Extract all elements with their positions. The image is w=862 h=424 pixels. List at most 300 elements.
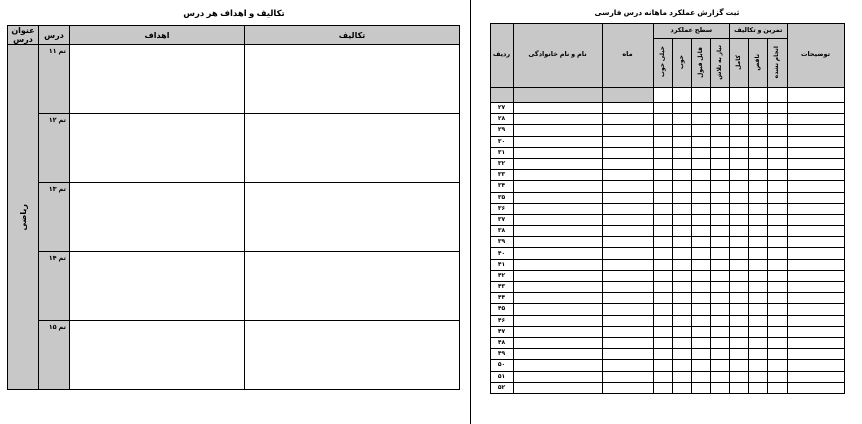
tamrin-anjam-nashode-cell[interactable] <box>768 360 787 371</box>
sath-kheili-khub-cell[interactable] <box>653 136 672 147</box>
tamrin-naghes-cell[interactable] <box>749 125 768 136</box>
sath-niaz-be-talash-cell[interactable] <box>710 270 729 281</box>
tamrin-naghes-cell[interactable] <box>749 326 768 337</box>
sath-kheili-khub-cell[interactable] <box>653 304 672 315</box>
tamrin-anjam-nashode-cell[interactable] <box>768 214 787 225</box>
sath-khub-cell[interactable] <box>672 371 691 382</box>
table-row <box>490 181 844 192</box>
tozihat-cell[interactable] <box>787 293 844 304</box>
mah-cell[interactable] <box>602 304 653 315</box>
tamrin-kamel-cell[interactable] <box>730 315 749 326</box>
sath-khub-cell[interactable] <box>672 248 691 259</box>
mah-cell[interactable] <box>602 147 653 158</box>
mah-cell[interactable] <box>602 192 653 203</box>
name-cell[interactable] <box>513 326 602 337</box>
tozihat-cell[interactable] <box>787 226 844 237</box>
tamrin-naghes-cell[interactable] <box>749 103 768 114</box>
tozihat-cell[interactable] <box>787 103 844 114</box>
name-cell[interactable] <box>513 237 602 248</box>
sath-kheili-khub-cell[interactable] <box>653 371 672 382</box>
tozihat-cell[interactable] <box>787 382 844 393</box>
sath-khub-cell[interactable] <box>672 282 691 293</box>
tamrin-kamel-cell[interactable] <box>730 304 749 315</box>
tozihat-cell[interactable] <box>787 158 844 169</box>
tozihat-cell[interactable] <box>787 203 844 214</box>
sath-khub-cell[interactable] <box>672 382 691 393</box>
sath-niaz-be-talash-cell[interactable] <box>710 158 729 169</box>
mah-cell[interactable] <box>602 203 653 214</box>
takalif-cell[interactable] <box>245 183 460 252</box>
name-cell[interactable] <box>513 337 602 348</box>
sath-khub-cell[interactable] <box>672 337 691 348</box>
table-row <box>490 282 844 293</box>
sath-khub-cell[interactable] <box>672 103 691 114</box>
tamrin-naghes-cell[interactable] <box>749 214 768 225</box>
sath-ghabel-ghabul-cell[interactable] <box>691 214 710 225</box>
sath-kheili-khub-cell[interactable] <box>653 360 672 371</box>
table-row <box>490 248 844 259</box>
sath-khub-cell[interactable] <box>672 315 691 326</box>
tamrin-naghes-cell[interactable] <box>749 304 768 315</box>
sath-niaz-be-talash-cell[interactable] <box>710 248 729 259</box>
spacer-cell <box>710 88 729 103</box>
sath-niaz-be-talash-cell[interactable] <box>710 326 729 337</box>
ahdaf-cell[interactable] <box>70 252 245 321</box>
tamrin-kamel-cell[interactable] <box>730 349 749 360</box>
tamrin-anjam-nashode-cell[interactable] <box>768 114 787 125</box>
radif-number: ۳۳ <box>490 170 513 181</box>
name-cell[interactable] <box>513 147 602 158</box>
sath-niaz-be-talash-cell[interactable] <box>710 181 729 192</box>
name-cell[interactable] <box>513 315 602 326</box>
tamrin-anjam-nashode-cell[interactable] <box>768 259 787 270</box>
sath-ghabel-ghabul-cell[interactable] <box>691 136 710 147</box>
tamrin-anjam-nashode-cell[interactable] <box>768 170 787 181</box>
tamrin-kamel-cell[interactable] <box>730 214 749 225</box>
tamrin-kamel-cell[interactable] <box>730 259 749 270</box>
tamrin-kamel-cell[interactable] <box>730 337 749 348</box>
lesson-number: تم ۱۴ <box>39 252 70 321</box>
sath-khub-cell[interactable] <box>672 158 691 169</box>
tozihat-cell[interactable] <box>787 270 844 281</box>
sath-kheili-khub-cell[interactable] <box>653 114 672 125</box>
table-row <box>490 237 844 248</box>
sath-ghabel-ghabul-cell[interactable] <box>691 304 710 315</box>
tamrin-naghes-cell[interactable] <box>749 226 768 237</box>
sath-khub-cell[interactable] <box>672 304 691 315</box>
table-spacer-row <box>490 88 844 103</box>
tozihat-cell[interactable] <box>787 170 844 181</box>
name-cell[interactable] <box>513 114 602 125</box>
name-cell[interactable] <box>513 282 602 293</box>
mah-cell[interactable] <box>602 382 653 393</box>
tozihat-cell[interactable] <box>787 326 844 337</box>
mah-cell[interactable] <box>602 158 653 169</box>
sath-khub-cell[interactable] <box>672 181 691 192</box>
tamrin-anjam-nashode-cell[interactable] <box>768 125 787 136</box>
sath-kheili-khub-cell[interactable] <box>653 147 672 158</box>
tamrin-anjam-nashode-cell[interactable] <box>768 147 787 158</box>
mah-cell[interactable] <box>602 360 653 371</box>
sath-niaz-be-talash-cell[interactable] <box>710 170 729 181</box>
monthly-report-document <box>470 0 862 424</box>
mah-cell[interactable] <box>602 226 653 237</box>
sath-kheili-khub-cell[interactable] <box>653 382 672 393</box>
sath-niaz-be-talash-cell[interactable] <box>710 147 729 158</box>
sath-niaz-be-talash-cell[interactable] <box>710 349 729 360</box>
name-cell[interactable] <box>513 181 602 192</box>
name-cell[interactable] <box>513 203 602 214</box>
sath-khub-cell[interactable] <box>672 192 691 203</box>
tamrin-anjam-nashode-cell[interactable] <box>768 192 787 203</box>
lesson-number: تم ۱۳ <box>39 183 70 252</box>
takalif-cell[interactable] <box>245 45 460 114</box>
table-row <box>8 45 460 114</box>
sath-kheili-khub-cell[interactable] <box>653 226 672 237</box>
tamrin-kamel-cell[interactable] <box>730 237 749 248</box>
sath-kheili-khub-cell[interactable] <box>653 192 672 203</box>
sath-ghabel-ghabul-cell[interactable] <box>691 248 710 259</box>
mah-cell[interactable] <box>602 136 653 147</box>
ahdaf-cell[interactable] <box>70 183 245 252</box>
tamrin-anjam-nashode-cell[interactable] <box>768 282 787 293</box>
ahdaf-cell[interactable] <box>70 321 245 390</box>
name-cell[interactable] <box>513 304 602 315</box>
mah-cell[interactable] <box>602 337 653 348</box>
tamrin-anjam-nashode-cell[interactable] <box>768 103 787 114</box>
tozihat-cell[interactable] <box>787 237 844 248</box>
tamrin-naghes-cell[interactable] <box>749 349 768 360</box>
name-cell[interactable] <box>513 103 602 114</box>
sath-niaz-be-talash-cell[interactable] <box>710 337 729 348</box>
table-row <box>490 349 844 360</box>
tamrin-kamel-cell[interactable] <box>730 226 749 237</box>
tamrin-anjam-nashode-cell[interactable] <box>768 158 787 169</box>
lesson-number: تم ۱۲ <box>39 114 70 183</box>
tamrin-naghes-cell[interactable] <box>749 360 768 371</box>
tozihat-cell[interactable] <box>787 315 844 326</box>
name-cell[interactable] <box>513 125 602 136</box>
sath-niaz-be-talash-cell[interactable] <box>710 304 729 315</box>
tozihat-cell[interactable] <box>787 337 844 348</box>
tamrin-naghes-cell[interactable] <box>749 136 768 147</box>
sath-ghabel-ghabul-cell[interactable] <box>691 114 710 125</box>
tamrin-anjam-nashode-cell[interactable] <box>768 315 787 326</box>
sath-kheili-khub-cell[interactable] <box>653 170 672 181</box>
name-cell[interactable] <box>513 248 602 259</box>
tamrin-kamel-cell[interactable] <box>730 181 749 192</box>
name-cell[interactable] <box>513 170 602 181</box>
takalif-cell[interactable] <box>245 321 460 390</box>
tamrin-naghes-cell[interactable] <box>749 158 768 169</box>
tamrin-naghes-cell[interactable] <box>749 282 768 293</box>
sath-kheili-khub-cell[interactable] <box>653 181 672 192</box>
name-cell[interactable] <box>513 360 602 371</box>
sath-ghabel-ghabul-cell[interactable] <box>691 282 710 293</box>
sath-khub-cell[interactable] <box>672 360 691 371</box>
mah-cell[interactable] <box>602 371 653 382</box>
mah-cell[interactable] <box>602 170 653 181</box>
sath-ghabel-ghabul-cell[interactable] <box>691 203 710 214</box>
sath-khub-cell[interactable] <box>672 226 691 237</box>
tamrin-naghes-cell[interactable] <box>749 170 768 181</box>
sath-niaz-be-talash-cell[interactable] <box>710 371 729 382</box>
table-row <box>490 192 844 203</box>
tamrin-kamel-cell[interactable] <box>730 326 749 337</box>
sath-niaz-be-talash-cell[interactable] <box>710 136 729 147</box>
sath-khub-cell[interactable] <box>672 125 691 136</box>
sath-ghabel-ghabul-cell[interactable] <box>691 158 710 169</box>
tamrin-kamel-cell[interactable] <box>730 103 749 114</box>
tamrin-anjam-nashode-cell[interactable] <box>768 203 787 214</box>
tamrin-kamel-cell[interactable] <box>730 360 749 371</box>
tamrin-anjam-nashode-cell[interactable] <box>768 237 787 248</box>
radif-number: ۴۶ <box>490 315 513 326</box>
name-cell[interactable] <box>513 136 602 147</box>
mah-cell[interactable] <box>602 248 653 259</box>
tozihat-cell[interactable] <box>787 371 844 382</box>
page-divider <box>470 0 471 424</box>
mah-cell[interactable] <box>602 270 653 281</box>
monthly-report-title: ثبت گزارش عملکرد ماهانه درس فارسی <box>594 8 740 17</box>
sath-khub-cell[interactable] <box>672 270 691 281</box>
spacer-cell <box>653 88 672 103</box>
tamrin-anjam-nashode-cell[interactable] <box>768 293 787 304</box>
tozihat-cell[interactable] <box>787 259 844 270</box>
tamrin-kamel-cell[interactable] <box>730 136 749 147</box>
tozihat-cell[interactable] <box>787 360 844 371</box>
tamrin-kamel-cell[interactable] <box>730 125 749 136</box>
tamrin-anjam-nashode-cell[interactable] <box>768 270 787 281</box>
sath-kheili-khub-cell[interactable] <box>653 248 672 259</box>
sath-niaz-be-talash-cell[interactable] <box>710 293 729 304</box>
sath-ghabel-ghabul-cell[interactable] <box>691 326 710 337</box>
sath-niaz-be-talash-cell[interactable] <box>710 192 729 203</box>
sath-ghabel-ghabul-cell[interactable] <box>691 349 710 360</box>
tozihat-cell[interactable] <box>787 248 844 259</box>
tamrin-anjam-nashode-cell[interactable] <box>768 382 787 393</box>
tamrin-naghes-cell[interactable] <box>749 371 768 382</box>
sath-ghabel-ghabul-cell[interactable] <box>691 170 710 181</box>
tamrin-kamel-cell[interactable] <box>730 170 749 181</box>
mah-cell[interactable] <box>602 282 653 293</box>
tamrin-kamel-cell[interactable] <box>730 158 749 169</box>
sath-niaz-be-talash-cell[interactable] <box>710 203 729 214</box>
sath-niaz-be-talash-cell[interactable] <box>710 214 729 225</box>
name-cell[interactable] <box>513 349 602 360</box>
sath-ghabel-ghabul-cell[interactable] <box>691 259 710 270</box>
sath-kheili-khub-cell[interactable] <box>653 326 672 337</box>
table-row <box>490 315 844 326</box>
tamrin-naghes-cell[interactable] <box>749 181 768 192</box>
radif-number: ۳۶ <box>490 203 513 214</box>
tamrin-naghes-cell[interactable] <box>749 203 768 214</box>
tamrin-kamel-cell[interactable] <box>730 371 749 382</box>
sath-kheili-khub-cell[interactable] <box>653 293 672 304</box>
table-row <box>490 371 844 382</box>
sath-ghabel-ghabul-cell[interactable] <box>691 315 710 326</box>
sath-niaz-be-talash-cell[interactable] <box>710 282 729 293</box>
sath-ghabel-ghabul-cell[interactable] <box>691 192 710 203</box>
sath-ghabel-ghabul-cell[interactable] <box>691 125 710 136</box>
name-cell[interactable] <box>513 293 602 304</box>
sath-khub-cell[interactable] <box>672 114 691 125</box>
sath-khub-cell[interactable] <box>672 170 691 181</box>
tamrin-naghes-cell[interactable] <box>749 315 768 326</box>
sath-khub-cell[interactable] <box>672 237 691 248</box>
tamrin-kamel-cell[interactable] <box>730 147 749 158</box>
subject-label: ریاضی <box>18 203 28 231</box>
takalif-cell[interactable] <box>245 114 460 183</box>
sath-khub-cell[interactable] <box>672 147 691 158</box>
sath-kheili-khub-cell[interactable] <box>653 237 672 248</box>
tamrin-anjam-nashode-cell[interactable] <box>768 181 787 192</box>
sath-kheili-khub-cell[interactable] <box>653 337 672 348</box>
tamrin-naghes-cell[interactable] <box>749 147 768 158</box>
tamrin-naghes-cell[interactable] <box>749 337 768 348</box>
name-cell[interactable] <box>513 371 602 382</box>
sath-ghabel-ghabul-cell[interactable] <box>691 360 710 371</box>
tozihat-cell[interactable] <box>787 125 844 136</box>
tozihat-cell[interactable] <box>787 147 844 158</box>
sath-ghabel-ghabul-cell[interactable] <box>691 337 710 348</box>
sath-ghabel-ghabul-cell[interactable] <box>691 147 710 158</box>
sath-ghabel-ghabul-cell[interactable] <box>691 181 710 192</box>
sath-kheili-khub-cell[interactable] <box>653 270 672 281</box>
tamrin-anjam-nashode-cell[interactable] <box>768 349 787 360</box>
sath-niaz-be-talash-cell[interactable] <box>710 259 729 270</box>
radif-number: ۳۲ <box>490 158 513 169</box>
mah-cell[interactable] <box>602 114 653 125</box>
sath-khub-cell[interactable] <box>672 136 691 147</box>
tozihat-cell[interactable] <box>787 192 844 203</box>
tozihat-cell[interactable] <box>787 114 844 125</box>
tamrin-naghes-cell[interactable] <box>749 270 768 281</box>
tamrin-kamel-cell[interactable] <box>730 203 749 214</box>
tamrin-anjam-nashode-cell[interactable] <box>768 226 787 237</box>
tamrin-naghes-cell[interactable] <box>749 293 768 304</box>
tozihat-cell[interactable] <box>787 282 844 293</box>
spacer-radif <box>490 88 513 103</box>
sath-kheili-khub-cell[interactable] <box>653 282 672 293</box>
tamrin-anjam-nashode-cell[interactable] <box>768 326 787 337</box>
tamrin-naghes-cell[interactable] <box>749 248 768 259</box>
sath-niaz-be-talash-cell[interactable] <box>710 125 729 136</box>
sath-khub-cell[interactable] <box>672 293 691 304</box>
sath-kheili-khub-cell[interactable] <box>653 158 672 169</box>
tamrin-kamel-cell[interactable] <box>730 248 749 259</box>
sath-ghabel-ghabul-cell[interactable] <box>691 293 710 304</box>
sath-niaz-be-talash-cell[interactable] <box>710 114 729 125</box>
sath-khub-cell[interactable] <box>672 259 691 270</box>
sath-niaz-be-talash-cell[interactable] <box>710 226 729 237</box>
tozihat-cell[interactable] <box>787 349 844 360</box>
tamrin-anjam-nashode-cell[interactable] <box>768 337 787 348</box>
mah-cell[interactable] <box>602 103 653 114</box>
sath-kheili-khub-cell[interactable] <box>653 349 672 360</box>
sath-ghabel-ghabul-cell[interactable] <box>691 371 710 382</box>
name-cell[interactable] <box>513 259 602 270</box>
sath-ghabel-ghabul-cell[interactable] <box>691 237 710 248</box>
name-cell[interactable] <box>513 158 602 169</box>
sath-khub-cell[interactable] <box>672 326 691 337</box>
tamrin-kamel-cell[interactable] <box>730 114 749 125</box>
tamrin-naghes-cell[interactable] <box>749 382 768 393</box>
tamrin-kamel-cell[interactable] <box>730 192 749 203</box>
mah-cell[interactable] <box>602 237 653 248</box>
name-cell[interactable] <box>513 226 602 237</box>
name-cell[interactable] <box>513 214 602 225</box>
tamrin-naghes-cell[interactable] <box>749 259 768 270</box>
radif-number: ۵۰ <box>490 360 513 371</box>
sath-ghabel-ghabul-cell[interactable] <box>691 382 710 393</box>
tamrin-kamel-cell[interactable] <box>730 282 749 293</box>
sath-ghabel-ghabul-cell[interactable] <box>691 270 710 281</box>
name-cell[interactable] <box>513 270 602 281</box>
sath-ghabel-ghabul-cell[interactable] <box>691 226 710 237</box>
tamrin-naghes-cell[interactable] <box>749 237 768 248</box>
mah-cell[interactable] <box>602 349 653 360</box>
table-row <box>490 147 844 158</box>
tamrin-anjam-nashode-cell[interactable] <box>768 371 787 382</box>
mah-cell[interactable] <box>602 315 653 326</box>
sath-niaz-be-talash-cell[interactable] <box>710 382 729 393</box>
mah-cell[interactable] <box>602 326 653 337</box>
mah-cell[interactable] <box>602 259 653 270</box>
sath-khub-cell[interactable] <box>672 214 691 225</box>
header-tamrin-kamel: کامل <box>730 39 749 88</box>
sath-khub-cell[interactable] <box>672 349 691 360</box>
tamrin-anjam-nashode-cell[interactable] <box>768 304 787 315</box>
takalif-cell[interactable] <box>245 252 460 321</box>
ahdaf-cell[interactable] <box>70 45 245 114</box>
spacer-cell <box>691 88 710 103</box>
sath-niaz-be-talash-cell[interactable] <box>710 237 729 248</box>
tamrin-naghes-cell[interactable] <box>749 114 768 125</box>
tozihat-cell[interactable] <box>787 136 844 147</box>
sath-kheili-khub-cell[interactable] <box>653 315 672 326</box>
tozihat-cell[interactable] <box>787 181 844 192</box>
sath-kheili-khub-cell[interactable] <box>653 203 672 214</box>
mah-cell[interactable] <box>602 293 653 304</box>
tamrin-kamel-cell[interactable] <box>730 270 749 281</box>
tozihat-cell[interactable] <box>787 214 844 225</box>
sath-niaz-be-talash-cell[interactable] <box>710 360 729 371</box>
tamrin-anjam-nashode-cell[interactable] <box>768 136 787 147</box>
tamrin-anjam-nashode-cell[interactable] <box>768 248 787 259</box>
sath-kheili-khub-cell[interactable] <box>653 259 672 270</box>
mah-cell[interactable] <box>602 214 653 225</box>
ahdaf-cell[interactable] <box>70 114 245 183</box>
table-header-row <box>8 26 460 45</box>
radif-number: ۵۲ <box>490 382 513 393</box>
sath-niaz-be-talash-cell[interactable] <box>710 103 729 114</box>
sath-ghabel-ghabul-cell[interactable] <box>691 103 710 114</box>
tamrin-kamel-cell[interactable] <box>730 382 749 393</box>
tamrin-kamel-cell[interactable] <box>730 293 749 304</box>
name-cell[interactable] <box>513 382 602 393</box>
sath-kheili-khub-cell[interactable] <box>653 103 672 114</box>
tozihat-cell[interactable] <box>787 304 844 315</box>
mah-cell[interactable] <box>602 181 653 192</box>
name-cell[interactable] <box>513 192 602 203</box>
sath-khub-cell[interactable] <box>672 203 691 214</box>
tamrin-naghes-cell[interactable] <box>749 192 768 203</box>
mah-cell[interactable] <box>602 125 653 136</box>
sath-niaz-be-talash-cell[interactable] <box>710 315 729 326</box>
sath-kheili-khub-cell[interactable] <box>653 125 672 136</box>
sath-kheili-khub-cell[interactable] <box>653 214 672 225</box>
